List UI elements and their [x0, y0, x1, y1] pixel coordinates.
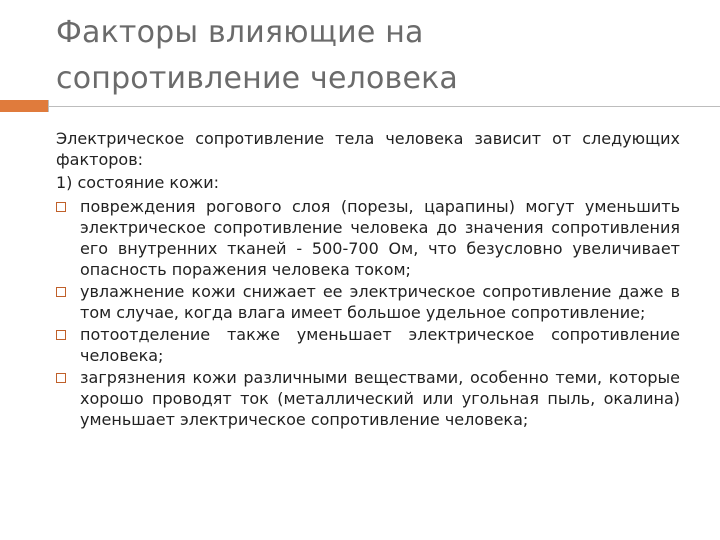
square-bullet-icon	[56, 287, 66, 297]
square-bullet-icon	[56, 202, 66, 212]
list-item-text: увлажнение кожи снижает ее электрическое сопротивление даже в том случае, когда влага имеет большое удельное сопротивление;	[80, 282, 680, 322]
slide-body	[56, 128, 680, 431]
list-item-text: повреждения рогового слоя (порезы, царапины) могут уменьшить электрическое сопротивление человека до значения сопротивления его внутренних тканей - 500-700 Ом, что безусловно увеличивает опасность поражения человека током;	[80, 197, 680, 279]
square-bullet-icon	[56, 330, 66, 340]
factor-list	[56, 196, 680, 430]
title-divider	[48, 106, 720, 107]
square-bullet-icon	[56, 373, 66, 383]
list-item-text: потоотделение также уменьшает электрическое сопротивление человека;	[80, 325, 680, 365]
list-item-text: загрязнения кожи различными веществами, особенно теми, которые хорошо проводят ток (металлический или угольная пыль, окалина) уменьшает электрическое сопротивление человека;	[80, 368, 680, 429]
intro-text: Электрическое сопротивление тела человека зависит от следующих факторов:	[56, 129, 680, 169]
slide-title	[56, 10, 696, 102]
slide-title-line-1: Факторы влияющие на	[56, 15, 424, 50]
list-item	[56, 196, 680, 280]
list-item	[56, 367, 680, 430]
slide-title-line-2: сопротивление человека	[56, 61, 459, 96]
title-accent-bar	[0, 100, 48, 112]
list-item	[56, 281, 680, 323]
subheading-skin-condition: 1) состояние кожи:	[56, 173, 220, 192]
list-item	[56, 324, 680, 366]
